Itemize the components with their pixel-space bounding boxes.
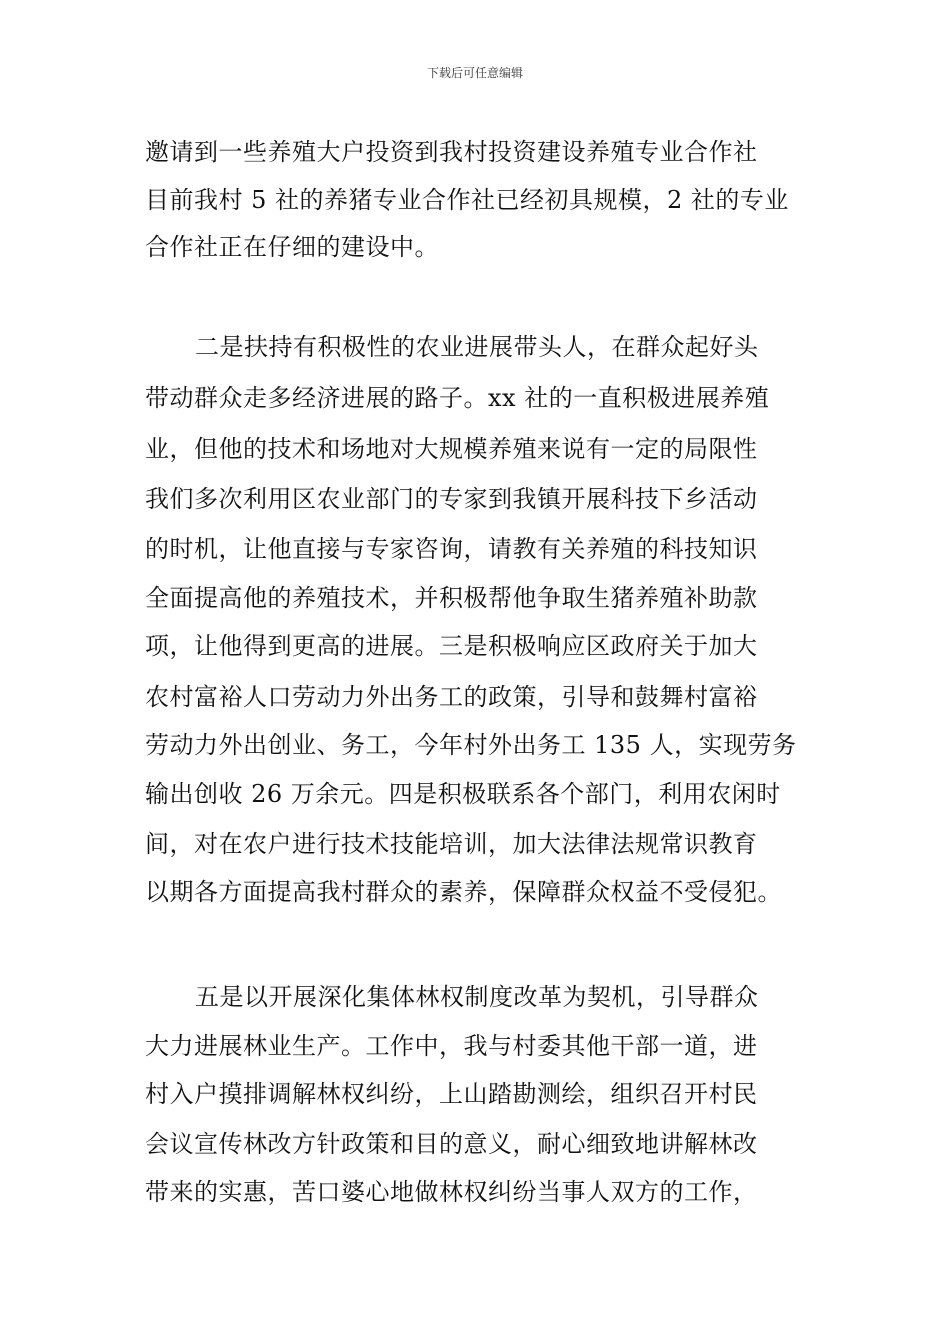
text-line: 带动群众走多经济进展的路子。xx 社的一直积极进展养殖: [145, 384, 770, 412]
text-line: 输出创收 26 万余元。四是积极联系各个部门，利用农闲时: [145, 780, 781, 808]
text-line: 会议宣传林改方针政策和目的意义，耐心细致地讲解林改: [145, 1130, 758, 1158]
page-header: 下载后可任意编辑: [426, 66, 523, 80]
text-line: 目前我村 5 社的养猪专业合作社已经初具规模，2 社的专业: [145, 186, 789, 214]
text-line: 间，对在农户进行技术技能培训，加大法律法规常识教育: [145, 830, 758, 858]
text-line: 邀请到一些养殖大户投资到我村投资建设养殖专业合作社: [145, 138, 758, 166]
text-line: 的时机，让他直接与专家咨询，请教有关养殖的科技知识: [145, 535, 758, 563]
text-line: 村入户摸排调解林权纠纷，上山踏勘测绘，组织召开村民: [145, 1080, 758, 1108]
text-line: 我们多次利用区农业部门的专家到我镇开展科技下乡活动: [145, 485, 758, 513]
text-line: 二是扶持有积极性的农业进展带头人，在群众起好头: [195, 333, 759, 361]
text-line: 五是以开展深化集体林权制度改革为契机，引导群众: [195, 983, 759, 1011]
text-line: 带来的实惠，苦口婆心地做林权纠纷当事人双方的工作，: [145, 1178, 758, 1206]
text-line: 合作社正在仔细的建设中。: [145, 233, 439, 261]
text-line: 业，但他的技术和场地对大规模养殖来说有一定的局限性: [145, 435, 758, 463]
text-line: 项，让他得到更高的进展。三是积极响应区政府关于加大: [145, 632, 758, 660]
text-line: 劳动力外出创业、务工，今年村外出务工 135 人，实现劳务: [145, 731, 797, 759]
text-line: 以期各方面提高我村群众的素养，保障群众权益不受侵犯。: [145, 878, 782, 906]
text-line: 大力进展林业生产。工作中，我与村委其他干部一道，进: [145, 1032, 758, 1060]
text-line: 全面提高他的养殖技术，并积极帮他争取生猪养殖补助款: [145, 584, 758, 612]
text-line: 农村富裕人口劳动力外出务工的政策，引导和鼓舞村富裕: [145, 683, 758, 711]
